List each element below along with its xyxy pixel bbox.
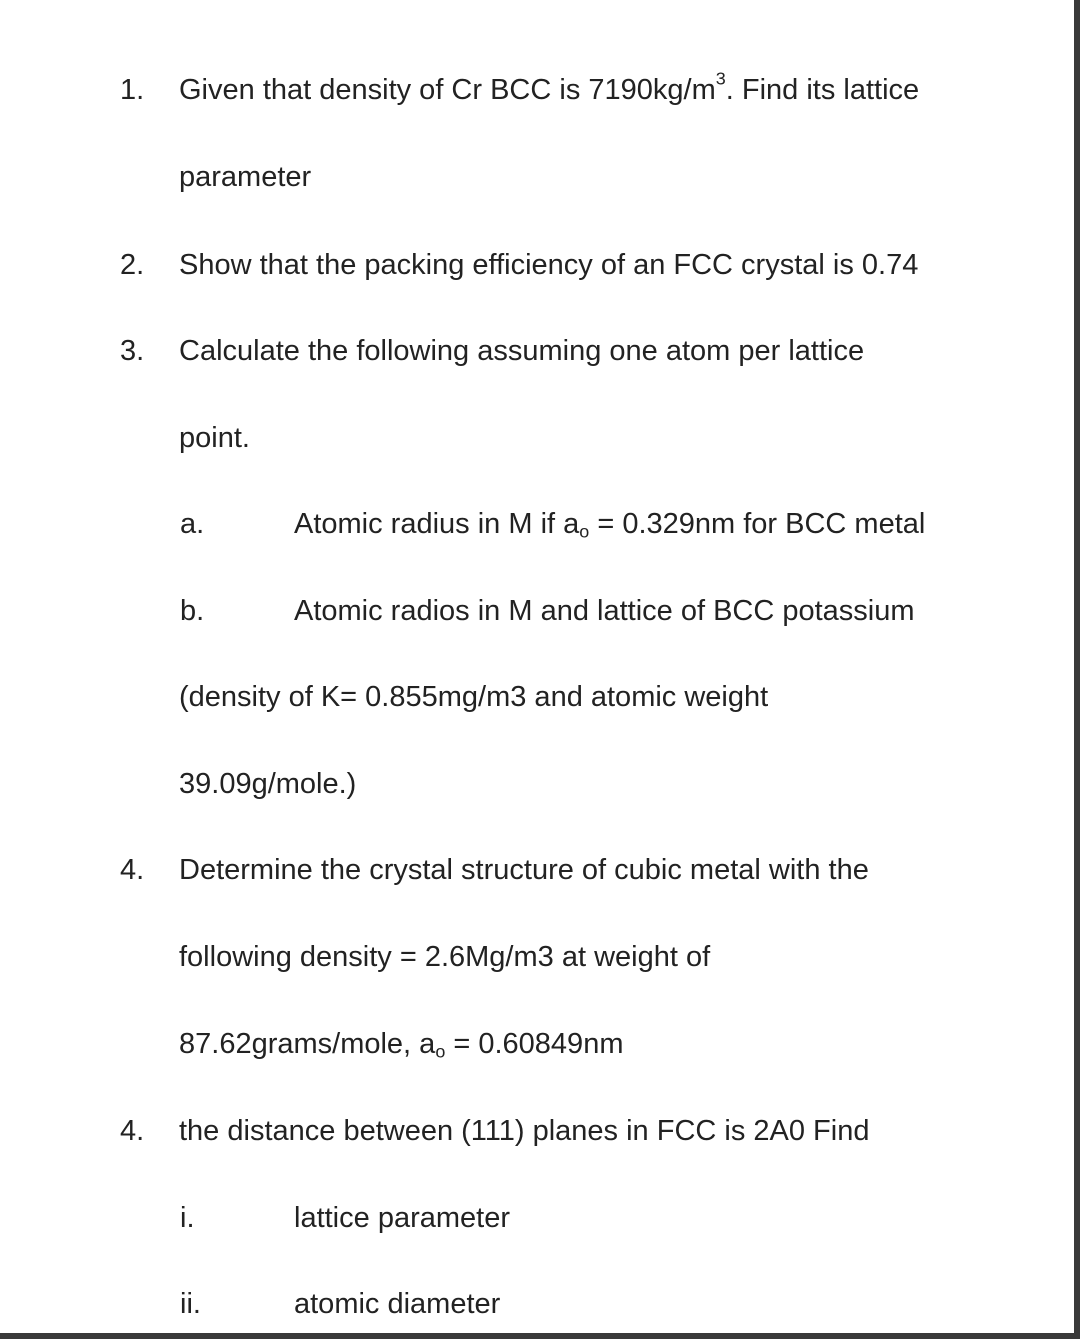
question-text: following density = 2.6Mg/m3 at weight of <box>179 941 711 973</box>
question-number: 3. <box>120 335 145 367</box>
question-number: 4. <box>120 854 145 886</box>
question-number: 1. <box>120 74 145 106</box>
question-number: 2. <box>120 249 145 281</box>
screen-edge-right <box>1074 0 1080 1339</box>
question-text: 39.09g/mole.) <box>179 768 357 800</box>
question-text: (density of K= 0.855mg/m3 and atomic weight <box>179 681 769 713</box>
question-text: Show that the packing efficiency of an FCC crystal is 0.74 <box>179 249 919 281</box>
sub-question-text: lattice parameter <box>294 1202 510 1234</box>
sub-question-text: Atomic radios in M and lattice of BCC potassium <box>294 595 915 627</box>
sub-question-mark: b. <box>180 595 205 627</box>
sub-question-text: Atomic radius in M if $a_o = 0.329nm$ for BCC metal <box>294 508 926 542</box>
sub-question-mark: a. <box>180 508 205 540</box>
screen-edge-bottom <box>0 1333 1080 1339</box>
question-text: Calculate the following assuming one atom per lattice <box>179 335 865 367</box>
question-text: Given that density of Cr BCC is $7190kg/m^3$. Find its lattice <box>179 68 920 106</box>
question-text: 87.62grams/mole, $a_o = 0.60849nm$ <box>179 1028 624 1062</box>
sub-question-mark: i. <box>180 1202 195 1234</box>
sub-question-text: atomic diameter <box>294 1288 501 1320</box>
question-text: point. <box>179 422 250 454</box>
question-text: Determine the crystal structure of cubic metal with the <box>179 854 869 886</box>
question-text: the distance between (111) planes in FCC is 2A0 Find <box>179 1115 870 1147</box>
sub-question-mark: ii. <box>180 1288 201 1320</box>
question-text: parameter <box>179 161 312 193</box>
question-number: 4. <box>120 1115 145 1147</box>
